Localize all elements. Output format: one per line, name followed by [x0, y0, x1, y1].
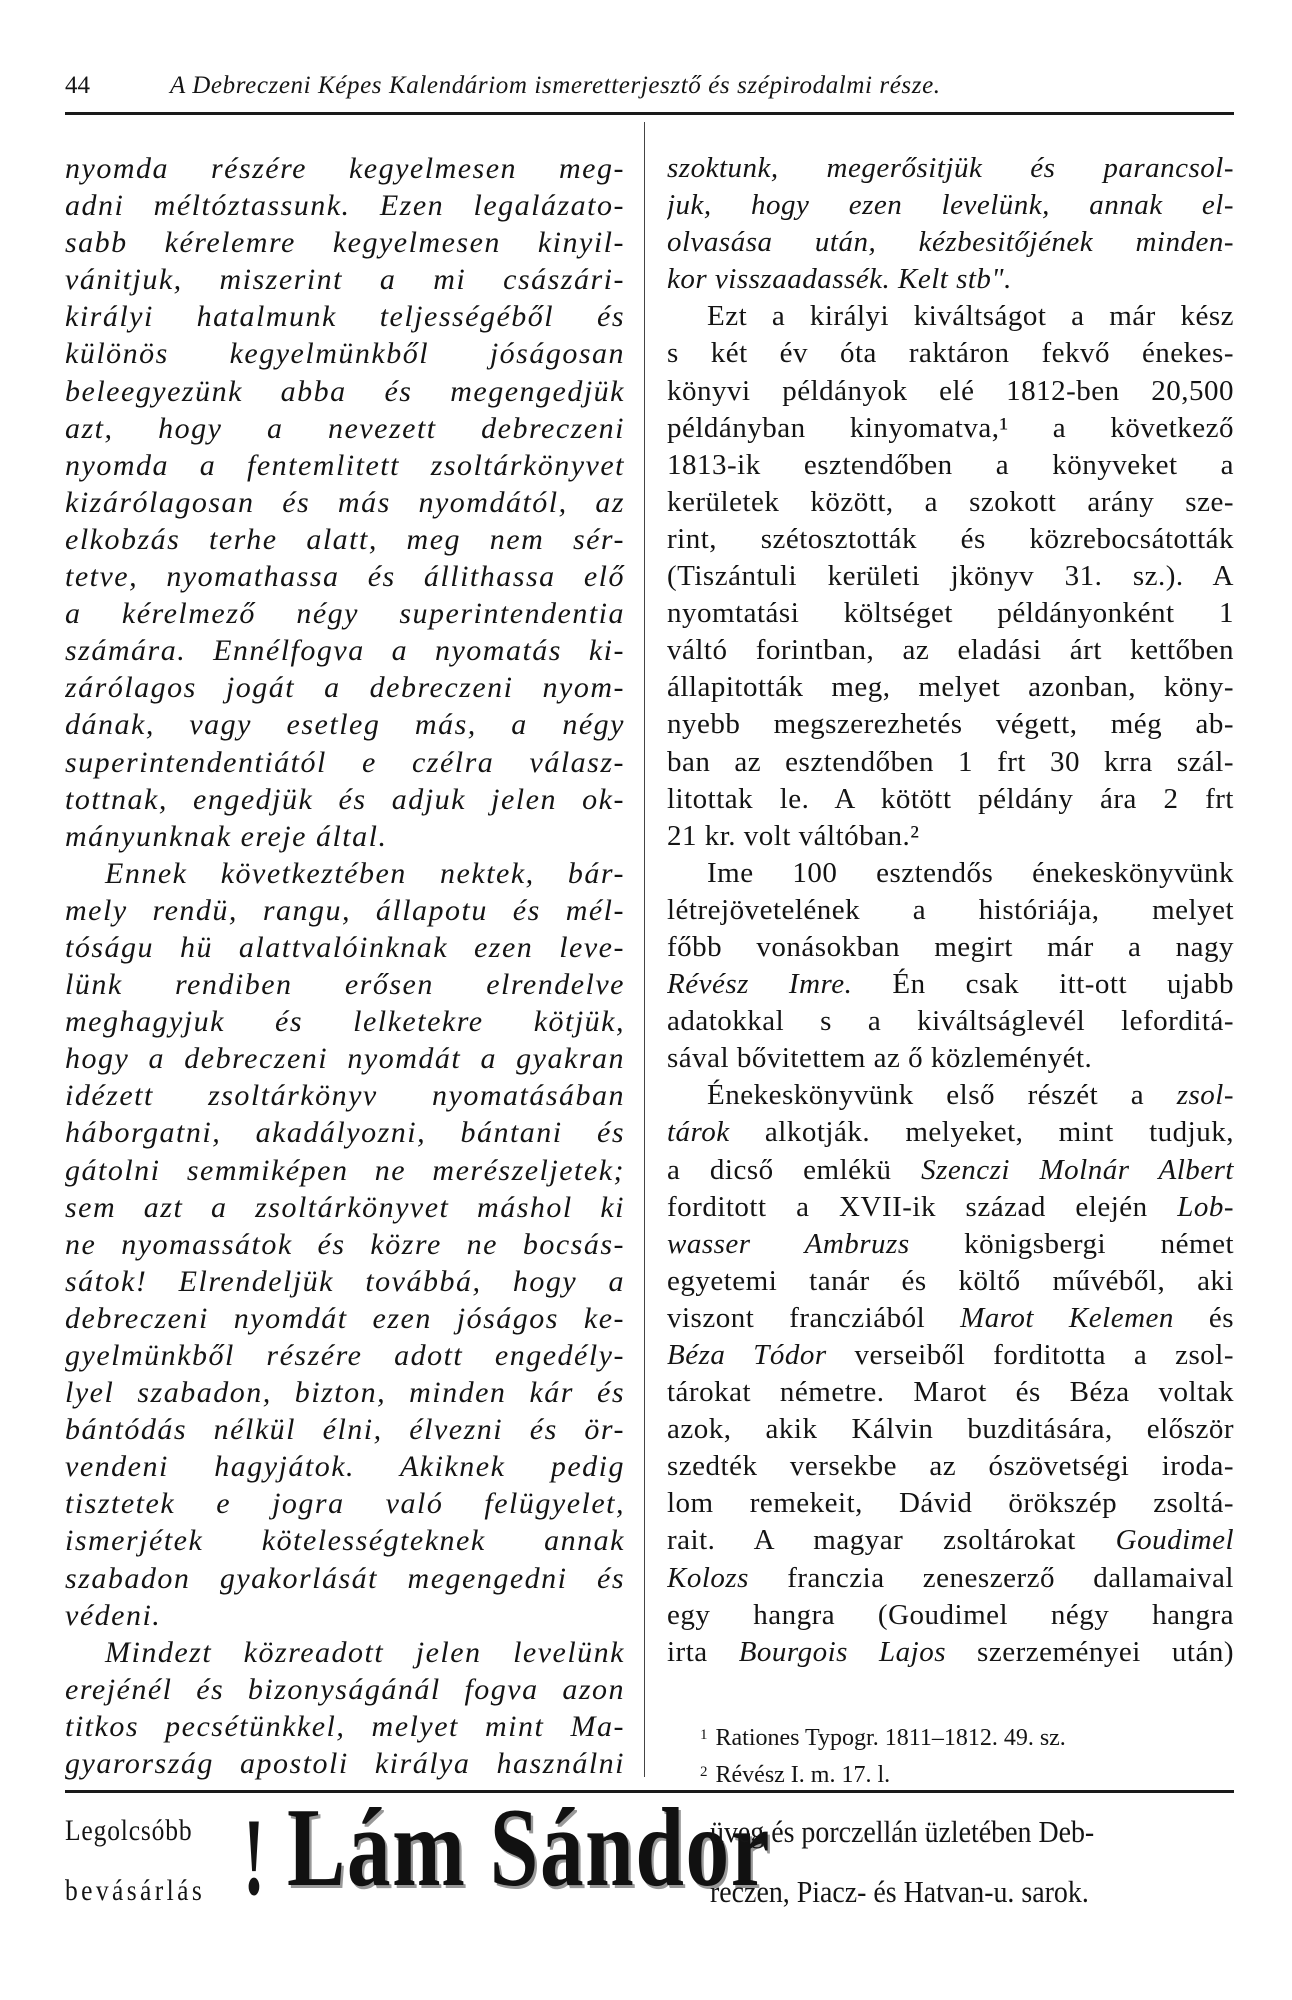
text-segment: rint, szétosztották és közrebocsátották — [667, 522, 1234, 555]
text-line: Mindezt közreadott jelen levelünk — [105, 1635, 625, 1669]
text-segment: nyomtatási költséget példányonként 1 — [667, 597, 1234, 630]
text-line — [667, 781, 1234, 818]
text-line: sem azt a zsoltárkönyvet máshol ki — [65, 1190, 625, 1224]
text-line: tetve, nyomathassa és állithassa elő — [65, 560, 625, 594]
text-line: szabadon gyakorlását megengedni és — [65, 1561, 625, 1595]
italic-text: zsol- — [1176, 1079, 1234, 1112]
text-segment: adatokkal s a kiváltságlevél leforditá- — [667, 1005, 1234, 1038]
running-title: A Debreczeni Képes Kalendáriom ismeretterjesztő és szépirodalmi része. — [170, 72, 941, 99]
ad-exclamation: ! — [243, 1796, 265, 1918]
text-line — [667, 1411, 1234, 1448]
text-line — [667, 929, 1234, 966]
text-line: dának, vagy esetleg más, a négy — [65, 708, 625, 742]
text-line — [667, 187, 1234, 224]
text-line — [667, 1597, 1234, 1634]
italic-text: tárok — [667, 1116, 730, 1149]
text-segment: szedték versekbe az ószövetségi iroda- — [667, 1450, 1234, 1483]
italic-text: szoktunk, megerősitjük és parancsol- — [667, 152, 1234, 184]
text-line: ne nyomassátok és közre ne bocsás- — [65, 1227, 625, 1261]
text-segment: rait. A magyar zsoltárokat — [667, 1524, 1116, 1557]
text-line — [667, 1560, 1234, 1597]
text-line — [667, 855, 1234, 892]
text-line: nyomda részére kegyelmesen meg- — [65, 152, 625, 185]
text-segment: tárokat németre. Marot és Béza voltak — [667, 1376, 1234, 1409]
text-line: különös kegyelmünkből jóságosan — [65, 337, 625, 371]
italic-text: Goudimel — [1115, 1524, 1234, 1557]
text-segment: egy hangra (Goudimel négy hangra — [667, 1598, 1234, 1631]
ad-address-line2: reczen, Piacz- és Hatvan-u. sarok. — [710, 1874, 1089, 1909]
text-segment: ban az esztendőben 1 frt 30 krra szál- — [667, 745, 1234, 778]
page-number: 44 — [65, 72, 90, 99]
text-segment: 1813-ik esztendőben a könyveket a — [667, 448, 1234, 481]
text-line: lünk rendiben erősen elrendelve — [65, 968, 625, 1002]
text-line — [667, 1448, 1234, 1485]
text-line: mely rendü, rangu, állapotu és mél- — [65, 893, 625, 927]
text-line — [667, 1337, 1234, 1374]
text-segment: alkotják. melyeket, mint tudjuk, — [729, 1116, 1234, 1149]
text-line: számára. Ennélfogva a nyomatás ki- — [65, 634, 625, 668]
text-line — [667, 484, 1234, 521]
italic-text: olvasása után, kézbesitőjének minden- — [667, 226, 1234, 259]
text-line: sabb kérelemre kegyelmesen kinyil- — [65, 226, 625, 260]
ad-slogan-line1: Legolcsóbb — [65, 1814, 193, 1847]
text-segment: Ezt a királyi kiváltságot a már kész — [707, 300, 1234, 333]
text-line: védeni. — [65, 1598, 162, 1632]
text-segment: példányban kinyomatva,¹ a következő — [667, 411, 1234, 444]
text-line — [667, 1634, 1234, 1671]
text-line: titkos pecsétünkkel, melyet mint Ma- — [65, 1709, 625, 1743]
italic-text: wasser Ambruzs — [667, 1227, 910, 1260]
text-line: adni méltóztassunk. Ezen legalázato- — [65, 189, 625, 223]
right-column — [667, 150, 1234, 1671]
text-line — [667, 706, 1234, 743]
footnotes — [700, 1718, 1066, 1792]
text-segment: 21 kr. volt váltóban.² — [667, 819, 920, 852]
text-line — [667, 373, 1234, 410]
footnote — [700, 1718, 1066, 1755]
italic-text: juk, hogy ezen levelünk, annak el- — [667, 189, 1234, 222]
text-line — [667, 335, 1234, 372]
text-segment: königsbergi német — [909, 1227, 1234, 1260]
text-segment: szerzeményei után) — [946, 1635, 1234, 1668]
text-line: gyarország apostoli királya használni — [65, 1747, 625, 1781]
ad-brand-name: Lám Sándor — [287, 1786, 772, 1910]
text-segment: lom remekeit, Dávid örökszép zsoltá- — [667, 1487, 1234, 1520]
italic-text: kor visszaadassék. Kelt stb". — [667, 263, 1012, 296]
italic-text: Marot Kelemen — [960, 1301, 1174, 1334]
column-divider — [644, 122, 645, 1777]
text-line — [667, 1485, 1234, 1522]
text-line: kizárólagosan és más nyomdától, az — [65, 485, 625, 519]
text-segment: váltó forintban, az eladási árt kettőben — [667, 634, 1234, 667]
text-line: superintendentiától e czélra válasz- — [65, 745, 625, 779]
text-segment: nyebb megszerezhetés végett, még ab- — [667, 708, 1234, 741]
text-segment: litottak le. A kötött példány ára 2 frt — [667, 782, 1234, 815]
text-line — [667, 224, 1234, 261]
text-line — [667, 892, 1234, 929]
text-segment: irta — [667, 1635, 739, 1668]
text-segment: könyvi példányok elé 1812-ben 20,500 — [667, 374, 1234, 407]
text-line: nyomda a fentemlitett zsoltárkönyvet — [65, 448, 625, 482]
text-segment: Én csak itt-ott ujabb — [852, 968, 1234, 1001]
text-segment: egyetemi tanár és költő művéből, aki — [667, 1264, 1234, 1297]
text-line: ismerjétek kötelességteknek annak — [65, 1524, 625, 1558]
text-segment: franczia zeneszerző dallamaival — [748, 1561, 1234, 1594]
text-line — [667, 1040, 1234, 1077]
text-line: zárólagos jogát a debreczeni nyom- — [65, 671, 625, 705]
text-line: vánitjuk, miszerint a mi császári- — [65, 263, 625, 297]
text-line: idézett zsoltárkönyv nyomatásában — [65, 1079, 625, 1113]
text-line: bántódás nélkül élni, élvezni és ör- — [65, 1413, 625, 1447]
text-line: sátok! Elrendeljük továbbá, hogy a — [65, 1264, 625, 1298]
text-segment: és — [1173, 1301, 1234, 1334]
text-line: meghagyjuk és lelketekre kötjük, — [65, 1005, 625, 1039]
footnote-text: Rationes Typogr. 1811–1812. 49. sz. — [715, 1725, 1066, 1751]
text-line — [667, 1189, 1234, 1226]
text-line — [667, 1077, 1234, 1114]
text-line — [667, 818, 1234, 855]
text-segment: Énekeskönyvünk első részét a — [707, 1079, 1177, 1112]
text-line — [667, 447, 1234, 484]
text-segment: forditott a XVII-ik század elején — [667, 1190, 1178, 1223]
italic-text: Szenczi Molnár Albert — [921, 1153, 1234, 1186]
text-line: tisztetek e jogra való felügyelet, — [65, 1487, 625, 1521]
text-line: vendeni hagyjátok. Akiknek pedig — [65, 1450, 625, 1484]
text-line — [667, 521, 1234, 558]
text-line: lyel szabadon, bizton, minden kár és — [65, 1376, 625, 1410]
text-line — [667, 1152, 1234, 1189]
text-line — [667, 150, 1234, 187]
text-line — [667, 1263, 1234, 1300]
text-line: hogy a debreczeni nyomdát a gyakran — [65, 1042, 625, 1076]
ad-address-line1: üveg és porczellán üzletében Deb- — [710, 1814, 1095, 1849]
text-line: gyelmünkből részére adott engedély- — [65, 1339, 625, 1372]
footnote-text: Révész I. m. 17. l. — [715, 1762, 891, 1788]
left-column — [65, 150, 625, 1782]
text-segment: viszont francziából — [667, 1301, 961, 1334]
text-line: elkobzás terhe alatt, meg nem sér- — [65, 522, 625, 556]
footnote-mark: 1 — [700, 1727, 708, 1743]
text-segment: létrejövetelének a históriája, melyet — [667, 893, 1234, 926]
text-segment: Ime 100 esztendős énekeskönyvünk — [707, 856, 1234, 889]
text-line: erejénél és bizonyságánál fogva azon — [65, 1672, 625, 1706]
text-line — [667, 1226, 1234, 1263]
ad-slogan-line2: bevásárlás — [65, 1874, 206, 1907]
text-segment: kerületek között, a szokott arány sze- — [667, 485, 1234, 518]
text-line: debreczeni nyomdát ezen jóságos ke- — [65, 1301, 625, 1335]
text-segment: állapitották meg, melyet azonban, köny- — [667, 671, 1234, 704]
text-line — [667, 1114, 1234, 1151]
text-line — [667, 669, 1234, 706]
text-line: beleegyezünk abba és megengedjük — [65, 374, 625, 408]
italic-text: Lob- — [1177, 1190, 1234, 1223]
italic-text: Révész Imre. — [667, 968, 853, 1001]
text-segment: (Tiszántuli kerületi jkönyv 31. sz.). A — [667, 560, 1234, 593]
text-line — [667, 298, 1234, 335]
header-rule — [65, 112, 1234, 115]
text-line — [667, 1003, 1234, 1040]
italic-text: Bourgois Lajos — [738, 1635, 946, 1668]
text-line — [667, 595, 1234, 632]
text-line: azt, hogy a nevezett debreczeni — [65, 411, 625, 445]
text-segment: azok, akik Kálvin buzditására, először — [667, 1413, 1234, 1446]
text-line — [667, 1522, 1234, 1559]
text-segment: a dicső emlékü — [667, 1153, 922, 1186]
italic-text: Kolozs — [667, 1561, 749, 1594]
text-line: gátolni semmiképen ne merészeljetek; — [65, 1153, 625, 1187]
text-line: királyi hatalmunk teljességéből és — [65, 300, 625, 334]
text-line: Ennek következtében nektek, bár- — [105, 856, 625, 890]
italic-text: Béza Tódor — [667, 1339, 827, 1371]
text-line: háborgatni, akadályozni, bántani és — [65, 1116, 625, 1150]
text-line — [667, 558, 1234, 595]
text-line: tottnak, engedjük és adjuk jelen ok- — [65, 782, 625, 816]
text-segment: verseiből forditotta a zsol- — [826, 1339, 1234, 1371]
advertisement — [65, 1786, 1234, 1920]
text-segment: főbb vonásokban megirt már a nagy — [667, 930, 1234, 963]
text-line — [667, 1374, 1234, 1411]
text-line — [667, 744, 1234, 781]
text-line — [667, 966, 1234, 1003]
text-line: tóságu hü alattvalóinknak ezen leve- — [65, 930, 625, 964]
text-line: a kérelmező négy superintendentia — [65, 597, 625, 631]
text-line — [667, 410, 1234, 447]
text-line — [667, 261, 1234, 298]
footnote-mark: 2 — [700, 1764, 708, 1780]
text-segment: s két év óta raktáron fekvő énekes- — [667, 337, 1234, 370]
text-segment: sával bővitettem az ő közleményét. — [667, 1042, 1093, 1075]
text-line — [667, 1300, 1234, 1337]
text-line: mányunknak ereje által. — [65, 819, 388, 853]
text-line — [667, 632, 1234, 669]
